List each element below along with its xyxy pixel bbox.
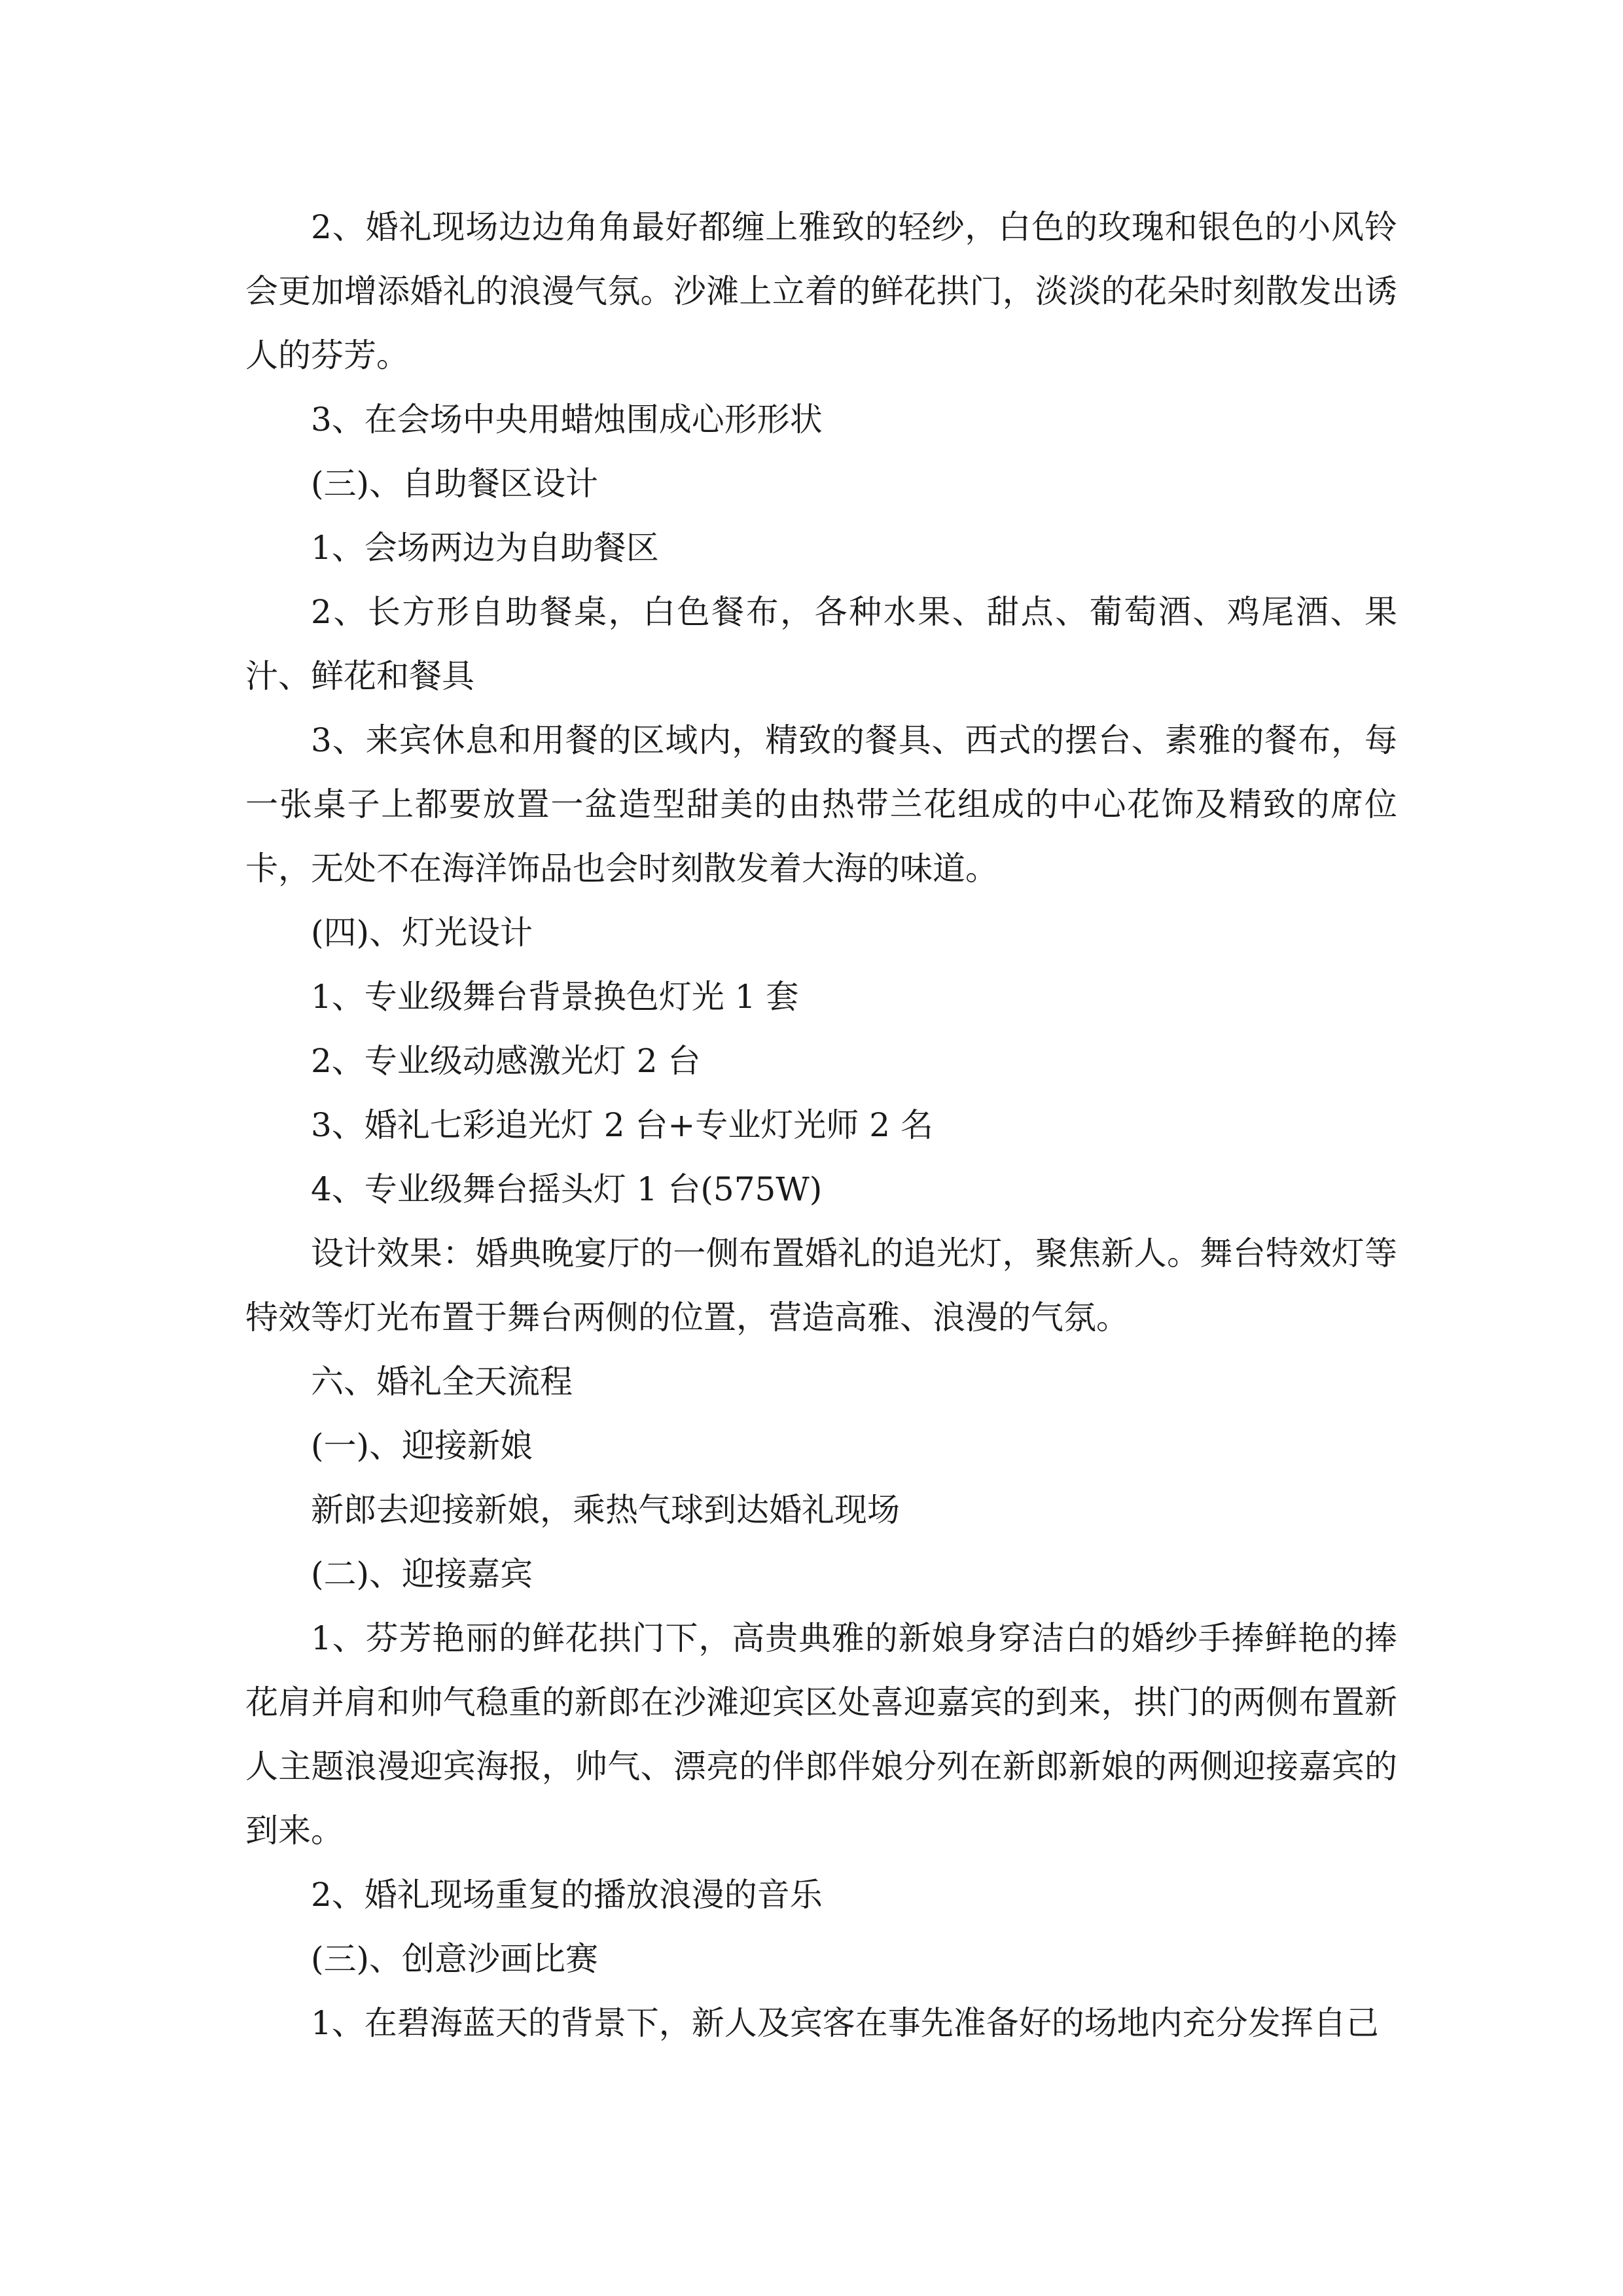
heading-sand-painting: (三)、创意沙画比赛 <box>311 1940 599 1978</box>
document-body <box>245 195 1397 2055</box>
paragraph-lighting-3: 3、婚礼七彩追光灯 2 台+专业灯光师 2 名 <box>311 1106 933 1144</box>
paragraph-buffet-2: 2、长方形自助餐桌，白色餐布，各种水果、甜点、葡萄酒、鸡尾酒、果汁、鲜花和餐具 <box>245 593 1397 695</box>
paragraph-decoration-3: 3、在会场中央用蜡烛围成心形形状 <box>311 401 823 439</box>
paragraph-lighting-1: 1、专业级舞台背景换色灯光 1 套 <box>311 978 799 1016</box>
paragraph-welcome-guests-2: 2、婚礼现场重复的播放浪漫的音乐 <box>311 1876 823 1914</box>
paragraph-lighting-2: 2、专业级动感激光灯 2 台 <box>311 1042 701 1080</box>
heading-lighting-design: (四)、灯光设计 <box>311 914 533 952</box>
paragraph-welcome-guests-1: 1、芬芳艳丽的鲜花拱门下，高贵典雅的新娘身穿洁白的婚纱手捧鲜艳的捧花肩并肩和帅气稳重的新郎在沙滩迎宾区处喜迎嘉宾的到来，拱门的两侧布置新人主题浪漫迎宾海报，帅气、漂亮的伴郎伴娘分列在新郎新娘的两侧迎接嘉宾的到来。 <box>245 1619 1397 1850</box>
paragraph-welcome-bride: 新郎去迎接新娘，乘热气球到达婚礼现场 <box>311 1491 900 1529</box>
paragraph-buffet-1: 1、会场两边为自助餐区 <box>311 529 659 567</box>
heading-buffet-design: (三)、自助餐区设计 <box>311 465 599 503</box>
paragraph-lighting-4: 4、专业级舞台摇头灯 1 台(575W) <box>311 1170 823 1208</box>
paragraph-buffet-3: 3、来宾休息和用餐的区域内，精致的餐具、西式的摆台、素雅的餐布，每一张桌子上都要放置一盆造型甜美的由热带兰花组成的中心花饰及精致的席位卡，无处不在海洋饰品也会时刻散发着大海的味道。 <box>245 721 1397 888</box>
paragraph-sand-painting-1: 1、在碧海蓝天的背景下，新人及宾客在事先准备好的场地内充分发挥自己 <box>311 2004 1379 2042</box>
paragraph-decoration-2: 2、婚礼现场边边角角最好都缠上雅致的轻纱，白色的玫瑰和银色的小风铃会更加增添婚礼的浪漫气氛。沙滩上立着的鲜花拱门，淡淡的花朵时刻散发出诱人的芬芳。 <box>245 208 1397 374</box>
heading-welcome-bride: (一)、迎接新娘 <box>311 1427 533 1465</box>
heading-wedding-day-schedule: 六、婚礼全天流程 <box>311 1363 573 1401</box>
heading-welcome-guests: (二)、迎接嘉宾 <box>311 1555 533 1593</box>
paragraph-design-effect: 设计效果：婚典晚宴厅的一侧布置婚礼的追光灯，聚焦新人。舞台特效灯等特效等灯光布置于舞台两侧的位置，营造高雅、浪漫的气氛。 <box>245 1234 1397 1336</box>
